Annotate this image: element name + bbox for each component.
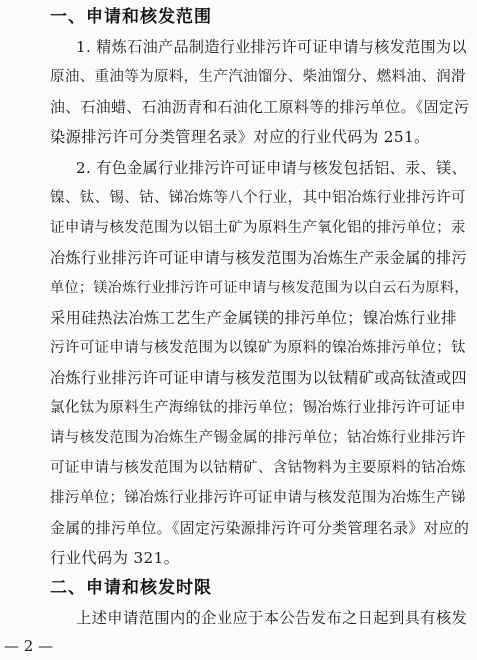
section-heading-2: 二、申请和核发时限 [50,578,212,598]
paragraph-2-line-11: 可证申请与核发范围为以钴精矿、含钴物料为主要原料的钴冶炼 [50,460,466,476]
paragraph-2-line-8: 冶炼行业排污许可证申请与核发范围为以钛精矿或高钛渣或四 [50,369,467,387]
paragraph-1-line-1: 1. 精炼石油产品制造行业排污许可证申请与核发范围为以 [76,38,467,56]
paragraph-2-line-1: 2. 有色金属行业排污许可证申请与核发包括铝、汞、镁、 [76,159,467,177]
paragraph-2-line-2: 镍、钛、锡、钴、锑冶炼等八个行业，其中铝冶炼行业排污许可 [50,190,466,206]
paragraph-1-line-2: 原油、重油等为原料，生产汽油馏分、柴油馏分、燃料油、润滑 [50,69,466,85]
paragraph-2-line-9: 氯化钛为原料生产海绵钛的排污单位；锡冶炼行业排污许可证申 [50,400,466,416]
paragraph-2-line-12: 排污单位；锑冶炼行业排污许可证申请与核发范围为冶炼生产锑 [50,490,466,506]
paragraph-1-line-3: 油、石油蜡、石油沥青和石油化工原料等的排污单位。《固定污 [50,98,470,116]
paragraph-2-line-4: 冶炼行业排污许可证申请与核发范围为冶炼生产汞金属的排污 [50,249,467,267]
paragraph-3-line-1: 上述申请范围内的企业应于本公告发布之日起到具有核发 [76,609,468,627]
section-heading-1: 一、申请和核发范围 [50,7,212,27]
paragraph-1-line-4: 染源排污许可分类管理名录》对应的行业代码为 251。 [50,128,430,146]
page-number: — 2 — [4,637,54,655]
paragraph-2-line-14: 行业代码为 321。 [50,549,180,567]
paragraph-2-line-6: 采用硅热法冶炼工艺生产金属镁的排污单位；镍冶炼行业排 [50,309,457,327]
paragraph-2-line-3: 证申请与核发范围为以铝土矿为原料生产氧化铝的排污单位；汞 [50,220,466,236]
paragraph-2-line-10: 请与核发范围为冶炼生产锡金属的排污单位；钴冶炼行业排污许 [50,430,466,446]
paragraph-2-line-7: 污许可证申请与核发范围为以镍矿为原料的镍冶炼排污单位；钛 [50,340,466,356]
paragraph-2-line-5: 单位；镁冶炼行业排污许可证申请与核发范围为以白云石为原料， [50,280,469,296]
paragraph-2-line-13: 金属的排污单位。《固定污染源排污许可分类管理名录》对应的 [50,519,470,537]
